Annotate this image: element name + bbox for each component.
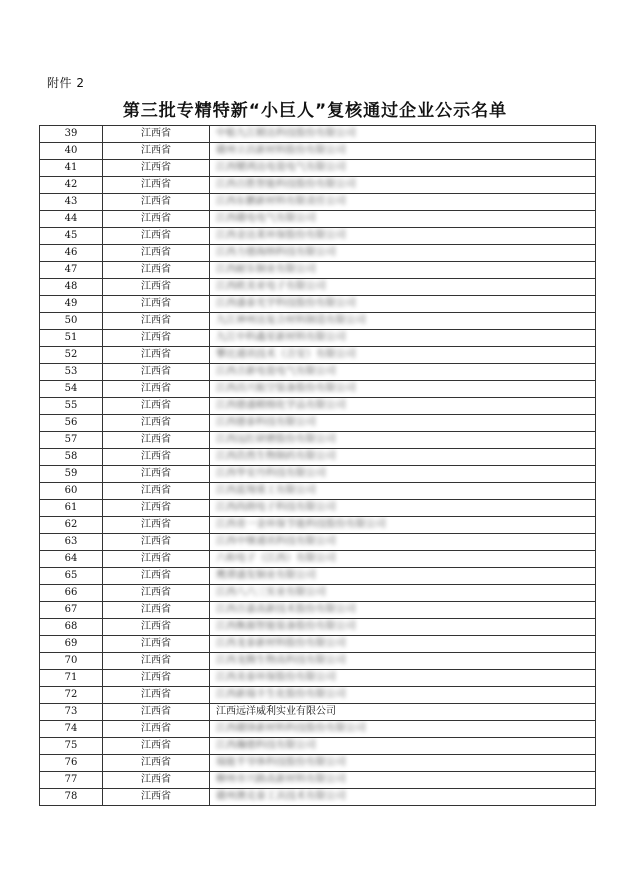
row-number: 44 [40, 211, 103, 228]
row-number: 61 [40, 500, 103, 517]
table-row [40, 160, 596, 177]
row-number: 46 [40, 245, 103, 262]
company-name: 江西德泰科技有限公司 [216, 417, 316, 428]
province-cell: 江西省 [103, 636, 210, 653]
table-row [40, 296, 596, 313]
row-number: 56 [40, 415, 103, 432]
province-cell: 江西省 [103, 551, 210, 568]
company-cell [210, 364, 596, 381]
company-cell [210, 415, 596, 432]
province-cell: 江西省 [103, 517, 210, 534]
table-row [40, 279, 596, 296]
company-cell [210, 432, 596, 449]
row-number: 40 [40, 143, 103, 160]
row-number: 74 [40, 721, 103, 738]
province-cell: 江西省 [103, 330, 210, 347]
table-row [40, 262, 596, 279]
company-name: 江西美泰环保股份有限公司 [216, 672, 336, 683]
province-cell: 江西省 [103, 789, 210, 806]
province-cell: 江西省 [103, 347, 210, 364]
row-number: 43 [40, 194, 103, 211]
province-cell: 江西省 [103, 585, 210, 602]
company-cell [210, 483, 596, 500]
table-row [40, 670, 596, 687]
table-row [40, 755, 596, 772]
company-cell [210, 194, 596, 211]
row-number: 50 [40, 313, 103, 330]
row-number: 57 [40, 432, 103, 449]
company-cell [210, 211, 596, 228]
company-name: 中船九江精达科技股份有限公司 [216, 128, 356, 139]
company-cell [210, 228, 596, 245]
company-cell [210, 755, 596, 772]
table-row [40, 398, 596, 415]
table-row [40, 228, 596, 245]
company-name: 江西八六三实业有限公司 [216, 587, 326, 598]
company-cell [210, 687, 596, 704]
company-name: 赣州立昌新材料股份有限公司 [216, 145, 346, 156]
province-cell: 江西省 [103, 262, 210, 279]
company-cell [210, 347, 596, 364]
province-cell: 江西省 [103, 534, 210, 551]
company-cell [210, 177, 596, 194]
table-row [40, 466, 596, 483]
province-cell: 江西省 [103, 772, 210, 789]
company-cell [210, 568, 596, 585]
row-number: 78 [40, 789, 103, 806]
province-cell: 江西省 [103, 245, 210, 262]
company-cell [210, 670, 596, 687]
table-row [40, 687, 596, 704]
row-number: 68 [40, 619, 103, 636]
company-cell [210, 245, 596, 262]
table-row [40, 636, 596, 653]
table-row [40, 330, 596, 347]
company-cell [210, 653, 596, 670]
province-cell: 江西省 [103, 568, 210, 585]
row-number: 51 [40, 330, 103, 347]
province-cell: 江西省 [103, 177, 210, 194]
province-cell: 江西省 [103, 466, 210, 483]
company-name: 江西瀚德科技有限公司 [216, 740, 316, 751]
company-cell [210, 551, 596, 568]
company-name: 江西德盛精细化学品有限公司 [216, 400, 346, 411]
table-row [40, 500, 596, 517]
company-name: 江西赣锋新材料科技股份有限公司 [216, 723, 366, 734]
row-number: 77 [40, 772, 103, 789]
document-title: 第三批专精特新“小巨人”复核通过企业公示名单 [122, 101, 508, 121]
company-name: 江西變鸿达电瓷电气有限公司 [216, 162, 346, 173]
row-number: 71 [40, 670, 103, 687]
province-cell: 江西省 [103, 313, 210, 330]
table-row [40, 551, 596, 568]
company-name: 九江中科鑫星新材料有限公司 [216, 332, 346, 343]
company-name: 江西百胜智能科技股份有限公司 [216, 179, 356, 190]
company-cell [210, 619, 596, 636]
company-cell [210, 126, 596, 143]
company-name: 攀比通讯技术（吉安）有限公司 [216, 349, 356, 360]
row-number: 48 [40, 279, 103, 296]
row-number: 76 [40, 755, 103, 772]
province-cell: 江西省 [103, 228, 210, 245]
company-cell [210, 466, 596, 483]
company-cell [210, 381, 596, 398]
row-number: 55 [40, 398, 103, 415]
company-cell [210, 636, 596, 653]
province-cell: 江西省 [103, 126, 210, 143]
row-number: 72 [40, 687, 103, 704]
company-cell [210, 534, 596, 551]
row-number: 49 [40, 296, 103, 313]
company-name: 江西尚朗电子科技有限公司 [216, 502, 336, 513]
row-number: 47 [40, 262, 103, 279]
company-name: 江西吉新电瓷电气有限公司 [216, 366, 336, 377]
company-cell [210, 738, 596, 755]
province-cell: 江西省 [103, 381, 210, 398]
company-cell [210, 313, 596, 330]
company-cell [210, 296, 596, 313]
province-cell: 江西省 [103, 160, 210, 177]
company-name: 赣州澳克泰工具技术有限公司 [216, 791, 346, 802]
row-number: 73 [40, 704, 103, 721]
province-cell: 江西省 [103, 279, 210, 296]
table-row [40, 432, 596, 449]
row-number: 54 [40, 381, 103, 398]
company-cell [210, 262, 596, 279]
company-cell [210, 517, 596, 534]
province-cell: 江西省 [103, 398, 210, 415]
row-number: 62 [40, 517, 103, 534]
table-row [40, 772, 596, 789]
province-cell: 江西省 [103, 449, 210, 466]
company-name: 江西耐乐铜业有限公司 [216, 264, 316, 275]
row-number: 58 [40, 449, 103, 466]
table-row [40, 619, 596, 636]
row-number: 67 [40, 602, 103, 619]
company-name: 柳州市兴路高新材料有限公司 [216, 774, 346, 785]
company-name: 江西中继通讯科技有限公司 [216, 536, 336, 547]
company-name: 江西远洋威利实业有限公司 [216, 706, 336, 717]
company-name: 鹰潭盛发铜业有限公司 [216, 570, 316, 581]
company-cell [210, 602, 596, 619]
table-row [40, 211, 596, 228]
company-cell [210, 721, 596, 738]
table-row [40, 194, 596, 211]
company-name: 江西浩然生物制药有限公司 [216, 451, 336, 462]
table-row [40, 347, 596, 364]
province-cell: 江西省 [103, 602, 210, 619]
table-row [40, 602, 596, 619]
row-number: 70 [40, 653, 103, 670]
table-row [40, 585, 596, 602]
province-cell: 江西省 [103, 704, 210, 721]
table-row [40, 449, 596, 466]
company-name: 江西衡源智能装备股份有限公司 [216, 621, 356, 632]
row-number: 75 [40, 738, 103, 755]
table-row [40, 313, 596, 330]
table-row [40, 415, 596, 432]
company-name: 江西龙泰新材料股份有限公司 [216, 638, 346, 649]
company-cell [210, 398, 596, 415]
row-number: 63 [40, 534, 103, 551]
row-number: 64 [40, 551, 103, 568]
company-name: 江西金达莱环保股份有限公司 [216, 230, 346, 241]
table-row [40, 704, 596, 721]
table-row [40, 738, 596, 755]
company-list-table [39, 125, 596, 806]
company-name: 江西蓝翔重工有限公司 [216, 485, 316, 496]
row-number: 45 [40, 228, 103, 245]
province-cell: 江西省 [103, 296, 210, 313]
table-row [40, 653, 596, 670]
table-row [40, 534, 596, 551]
province-cell: 江西省 [103, 483, 210, 500]
table-row [40, 381, 596, 398]
company-cell [210, 585, 596, 602]
company-name: 江西力德海纳科技有限公司 [216, 247, 336, 258]
row-number: 41 [40, 160, 103, 177]
company-cell [210, 160, 596, 177]
row-number: 69 [40, 636, 103, 653]
province-cell: 江西省 [103, 432, 210, 449]
province-cell: 江西省 [103, 687, 210, 704]
row-number: 39 [40, 126, 103, 143]
table-row [40, 568, 596, 585]
province-cell: 江西省 [103, 619, 210, 636]
company-cell [210, 143, 596, 160]
province-cell: 江西省 [103, 738, 210, 755]
province-cell: 江西省 [103, 653, 210, 670]
province-cell: 江西省 [103, 721, 210, 738]
table-row [40, 143, 596, 160]
company-name: 江西新瑞丰生化股份有限公司 [216, 689, 346, 700]
company-name: 江西东鹏新材料有限责任公司 [216, 196, 346, 207]
row-number: 65 [40, 568, 103, 585]
province-cell: 江西省 [103, 143, 210, 160]
table-row [40, 245, 596, 262]
table-row [40, 177, 596, 194]
company-name: 江西省一金环保节能科技股份有限公司 [216, 519, 386, 530]
company-cell [210, 704, 596, 721]
company-list-body [40, 126, 596, 806]
province-cell: 江西省 [103, 415, 210, 432]
row-number: 52 [40, 347, 103, 364]
table-row [40, 721, 596, 738]
company-cell [210, 789, 596, 806]
attachment-label: 附件 2 [47, 76, 85, 90]
company-name: 六和电子（江西）有限公司 [216, 553, 336, 564]
company-name: 江西远红研磨股份有限公司 [216, 434, 336, 445]
company-name: 江西华安丹科技有限公司 [216, 468, 326, 479]
company-name: 瑞能半导体科技股份有限公司 [216, 757, 346, 768]
company-cell [210, 772, 596, 789]
row-number: 53 [40, 364, 103, 381]
company-name: 江西昌兴航空装备股份有限公司 [216, 383, 356, 394]
province-cell: 江西省 [103, 194, 210, 211]
company-cell [210, 500, 596, 517]
table-row [40, 483, 596, 500]
province-cell: 江西省 [103, 670, 210, 687]
company-name: 江西龙腾生物高科技有限公司 [216, 655, 346, 666]
province-cell: 江西省 [103, 211, 210, 228]
province-cell: 江西省 [103, 755, 210, 772]
company-name: 江西赣电电气有限公司 [216, 213, 316, 224]
table-row [40, 517, 596, 534]
table-row [40, 126, 596, 143]
table-row [40, 364, 596, 381]
company-name: 江西欧美亚电子有限公司 [216, 281, 326, 292]
row-number: 60 [40, 483, 103, 500]
company-name: 江西百嘉高新技术股份有限公司 [216, 604, 356, 615]
province-cell: 江西省 [103, 364, 210, 381]
company-cell [210, 449, 596, 466]
table-row [40, 789, 596, 806]
company-cell [210, 330, 596, 347]
company-name: 江西盛泰光学科技股份有限公司 [216, 298, 356, 309]
row-number: 59 [40, 466, 103, 483]
company-cell [210, 279, 596, 296]
row-number: 42 [40, 177, 103, 194]
province-cell: 江西省 [103, 500, 210, 517]
company-name: 九江神州达复合材料制造有限公司 [216, 315, 366, 326]
row-number: 66 [40, 585, 103, 602]
